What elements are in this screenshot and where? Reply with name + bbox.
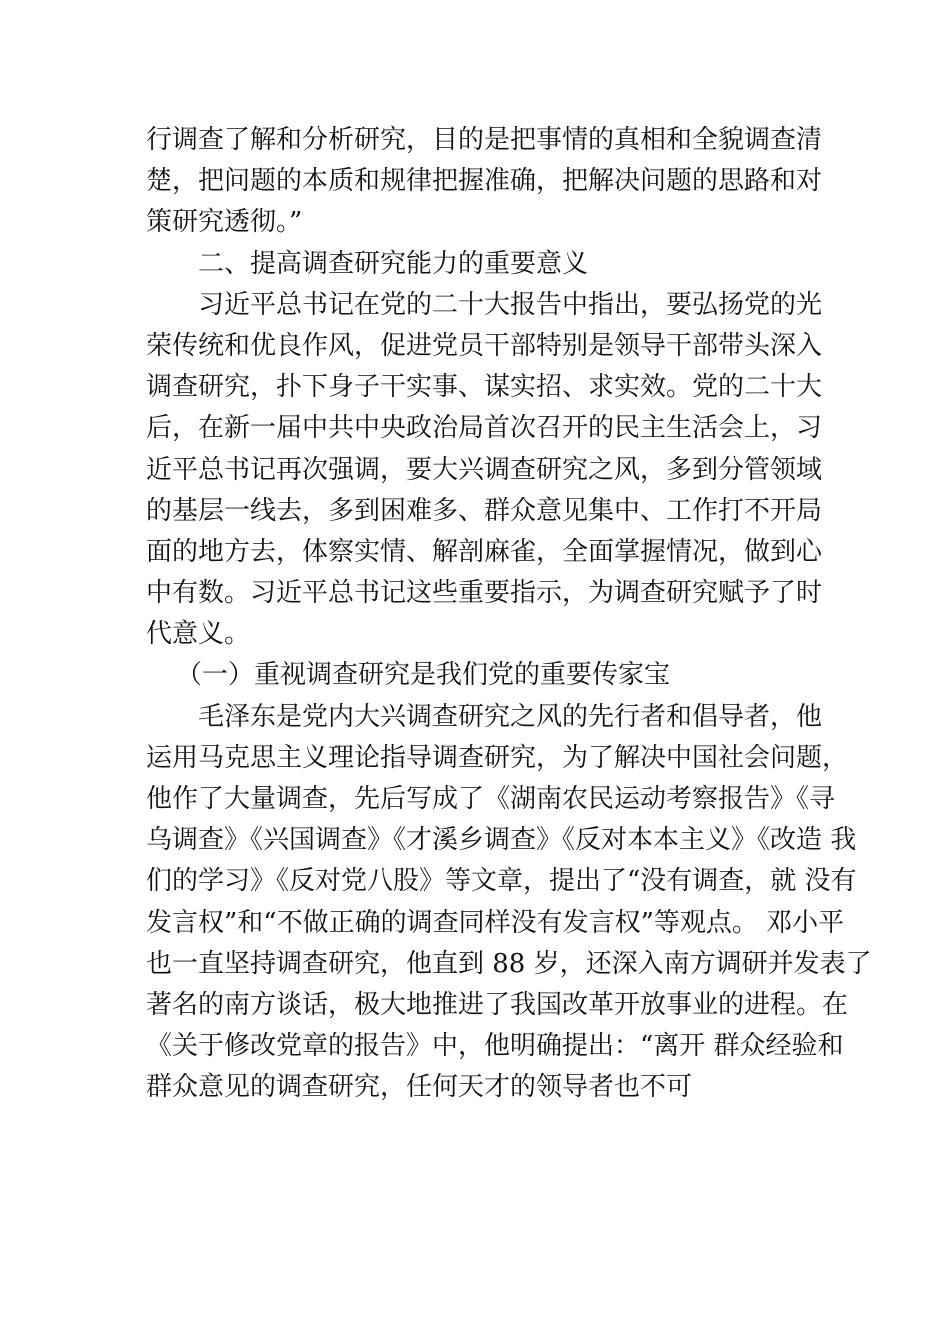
subsection-heading: （一）重视调查研究是我们党的重要传家宝 xyxy=(176,660,671,691)
text-line-2: 楚，把问题的本质和规律把握准确，把解决问题的思路和对 xyxy=(146,166,823,197)
text-line-16: 运用马克思主义理论指导调查研究，为了解决中国社会问题， xyxy=(146,742,849,773)
text-line-6: 荣传统和优良作风，促进党员干部特别是领导干部带头深入 xyxy=(146,330,823,361)
text-line-3: 策研究透彻。” xyxy=(146,207,303,238)
text-line-23: 《关于修改党章的报告》中，他明确提出：“离开 群众经验和 xyxy=(146,1031,844,1062)
text-line-24: 群众意见的调查研究，任何天才的领导者也不可 xyxy=(146,1072,693,1103)
text-line-18: 乌调查》《兴国调查》《才溪乡调查》《反对本本主义》《改造 我 xyxy=(146,825,857,856)
text-line-19: 们的学习》《反对党八股》等文章，提出了“没有调查，就 没有 xyxy=(146,866,857,897)
text-line-11: 面的地方去，体察实情、解剖麻雀，全面掌握情况，做到心 xyxy=(146,536,823,567)
section-heading: 二、提高调查研究能力的重要意义 xyxy=(198,248,589,279)
text-line-22: 著名的南方谈话，极大地推进了我国改革开放事业的进程。在 xyxy=(146,989,849,1020)
text-line-7: 调查研究，扑下身子干实事、谋实招、求实效。党的二十大 xyxy=(146,372,823,403)
text-line-17: 他作了大量调查，先后写成了《湖南农民运动考察报告》《寻 xyxy=(146,784,836,814)
text-line-8: 后，在新一届中共中央政治局首次召开的民主生活会上，习 xyxy=(146,413,823,444)
document-body xyxy=(146,120,872,1109)
text-line-12: 中有数。习近平总书记这些重要指示，为调查研究赋予了时 xyxy=(146,578,823,609)
text-line-9: 近平总书记再次强调，要大兴调查研究之风，多到分管领域 xyxy=(146,454,823,485)
text-line-20: 发言权”和“不做正确的调查同样没有发言权”等观点。 邓小平 xyxy=(146,907,845,938)
text-line-21: 也一直坚持调查研究，他直到 88 岁，还深入南方调研并发表了 xyxy=(146,948,872,979)
text-line-5: 习近平总书记在党的二十大报告中指出，要弘扬党的光 xyxy=(198,289,823,320)
text-line-15: 毛泽东是党内大兴调查研究之风的先行者和倡导者，他 xyxy=(198,701,823,732)
text-line-1: 行调查了解和分析研究，目的是把事情的真相和全貌调查清 xyxy=(146,125,823,155)
text-line-13: 代意义。 xyxy=(146,619,251,650)
text-line-10: 的基层一线去，多到困难多、群众意见集中、工作打不开局 xyxy=(146,495,823,526)
